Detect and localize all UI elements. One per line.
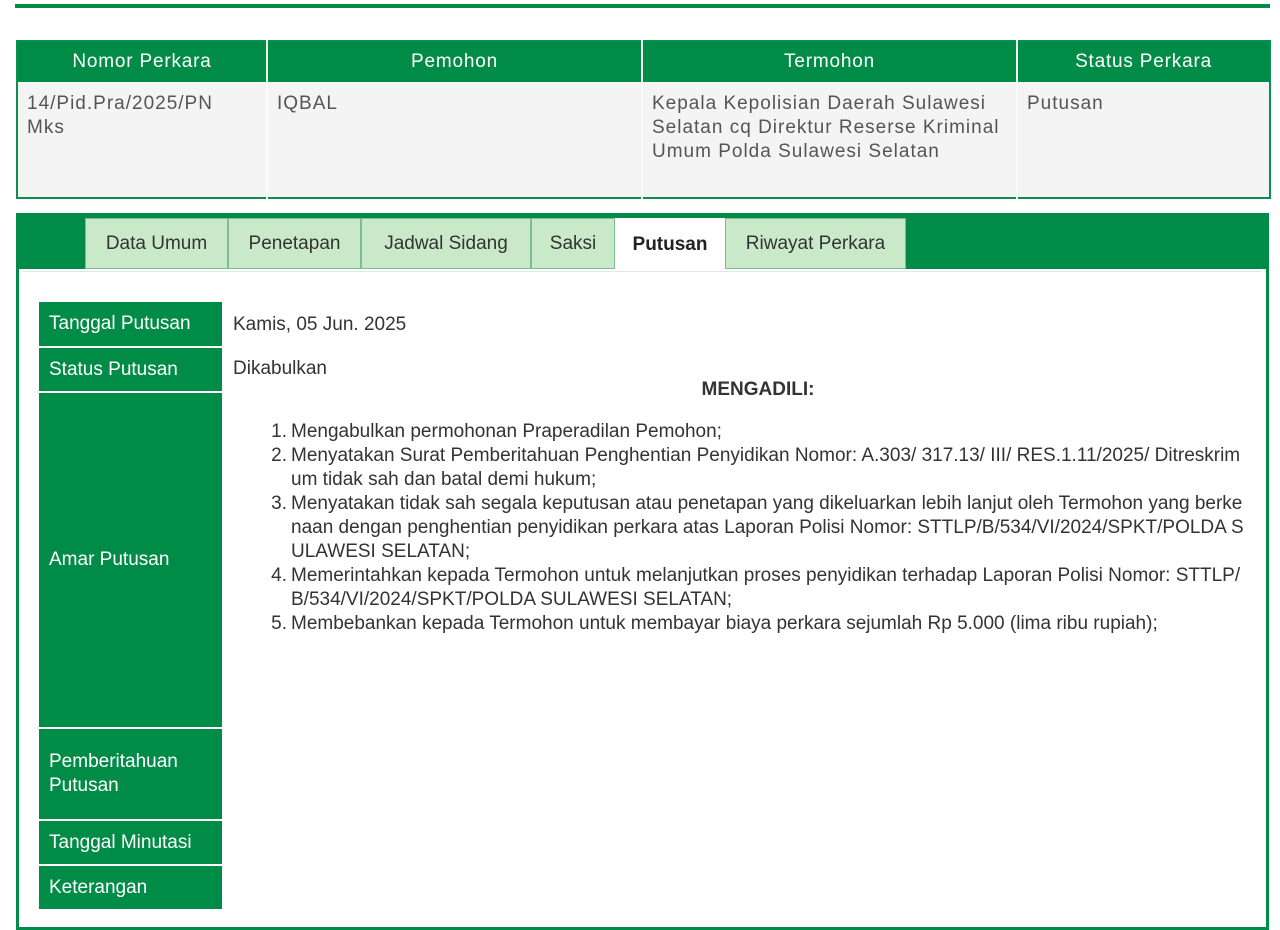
list-item: 3. Menyatakan tidak sah segala keputusan atau penetapan yang dikeluarkan lebih lanjut oleh Termohon yang berkenaan dengan penghentian penyidikan perkara atas Laporan Polisi Nomor: STTLP/B/534/VI/2024/SPKT/POLDA SULAWESI SELATAN; [271,493,1244,562]
list-item: 2. Menyatakan Surat Pemberitahuan Penghentian Penyidikan Nomor: A.303/ 317.13/ III/ RES.1.11/2025/ Ditreskrimum tidak sah dan batal demi hukum; [271,445,1241,490]
value-tanggal-putusan: Kamis, 05 Jun. 2025 [233,314,407,335]
case-summary-table [16,40,1271,199]
table-header-row [17,41,1270,82]
tab-bar [19,213,1266,269]
header-nomor-perkara: Nomor Perkara [17,41,267,82]
cell-status-perkara: Putusan [1017,82,1270,198]
header-status-perkara: Status Perkara [1017,41,1270,82]
label-status-putusan: Status Putusan [39,348,222,391]
cell-pemohon: IQBAL [267,82,642,198]
header-termohon: Termohon [642,41,1017,82]
label-keterangan: Keterangan [39,866,222,909]
list-item: 5. Membebankan kepada Termohon untuk membayar biaya perkara sejumlah Rp 5.000 (lima ribu rupiah); [271,613,1158,634]
list-item: 4. Memerintahkan kepada Termohon untuk melanjutkan proses penyidikan terhadap Laporan Polisi Nomor: STTLP/B/534/VI/2024/SPKT/POLDA SULAWESI SELATAN; [271,565,1241,610]
cell-termohon: Kepala Kepolisian Daerah Sulawesi Selatan cq Direktur Reserse Kriminal Umum Polda Sulawesi Selatan [642,82,1017,198]
tab-jadwal-sidang[interactable]: Jadwal Sidang [361,218,531,269]
cell-nomor-perkara: 14/Pid.Pra/2025/PN Mks [17,82,267,198]
header-pemohon: Pemohon [267,41,642,82]
tab-data-umum[interactable]: Data Umum [85,218,228,269]
tab-penetapan[interactable]: Penetapan [228,218,361,269]
amar-putusan-text [269,378,1249,636]
tab-riwayat-perkara[interactable]: Riwayat Perkara [725,218,906,269]
table-row [17,82,1270,198]
label-tanggal-minutasi: Tanggal Minutasi [39,821,222,864]
label-amar-putusan: Amar Putusan [39,393,222,727]
label-pemberitahuan-putusan: Pemberitahuan Putusan [39,729,222,819]
amar-list [269,420,1249,636]
value-status-putusan: Dikabulkan [233,358,327,379]
tab-putusan[interactable]: Putusan [615,218,725,271]
amar-heading: MENGADILI: [701,379,815,400]
tab-saksi[interactable]: Saksi [531,218,615,269]
label-tanggal-putusan: Tanggal Putusan [39,302,222,346]
list-item: 1. Mengabulkan permohonan Praperadilan Pemohon; [271,421,722,442]
case-detail-panel [16,213,1269,930]
top-divider [15,4,1270,8]
